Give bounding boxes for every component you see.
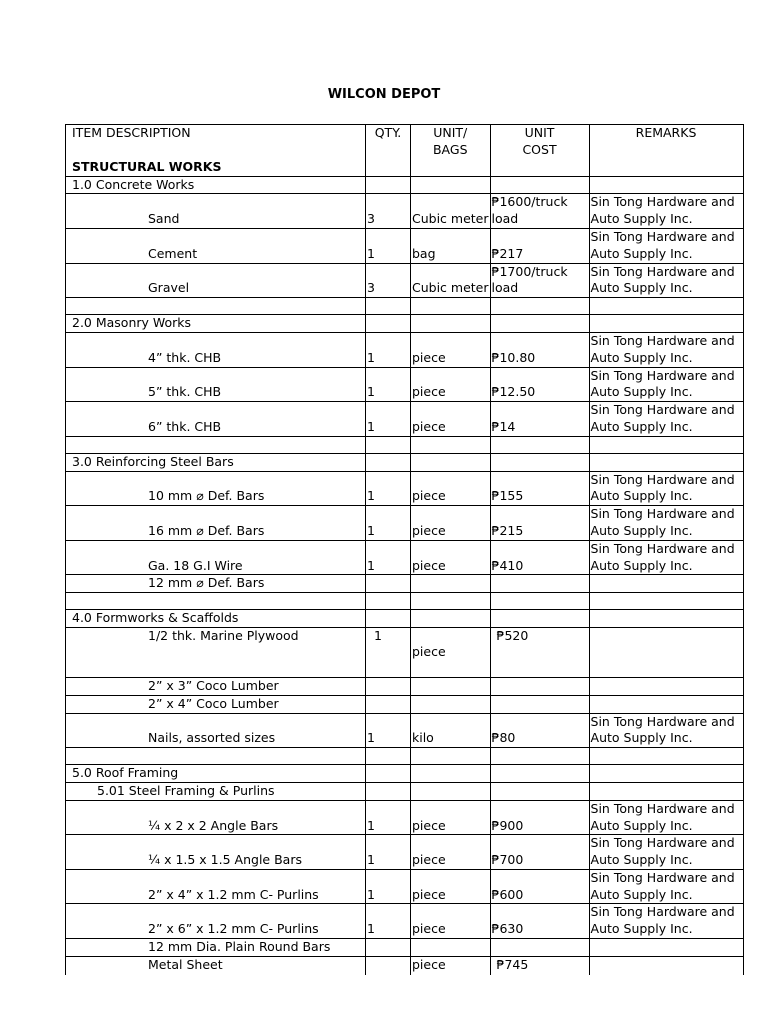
table-row (66, 263, 744, 298)
unit-gravel: Cubic meter (411, 263, 491, 298)
empty-row (66, 593, 744, 610)
unit-chb4: piece (411, 332, 491, 367)
header-structural-works: STRUCTURAL WORKS (72, 158, 222, 174)
item-angle2: ¼ x 2 x 2 Angle Bars (66, 800, 366, 835)
remarks-cell (589, 540, 743, 575)
remarks-cell (589, 194, 743, 229)
header-item-description-label: ITEM DESCRIPTION (72, 125, 191, 140)
qty-purlin6: 1 (366, 904, 411, 939)
supplier-line1: Sin Tong Hardware and (590, 540, 735, 556)
unit-bar10: piece (411, 471, 491, 506)
header-unit (411, 125, 491, 177)
remarks-cell (589, 869, 743, 904)
table-row (66, 800, 744, 835)
table-row (66, 194, 744, 229)
table-row (66, 695, 744, 713)
empty-row (66, 298, 744, 315)
item-purlin6: 2” x 6” x 1.2 mm C- Purlins (66, 904, 366, 939)
table-row (66, 869, 744, 904)
remarks-cell (589, 332, 743, 367)
cost-plywood: ₱520 (490, 627, 589, 677)
item-gravel: Gravel (66, 263, 366, 298)
qty-chb6: 1 (366, 402, 411, 437)
page-title: WILCON DEPOT (327, 87, 441, 102)
header-item-description (66, 125, 366, 177)
header-cost-line1: UNIT (524, 125, 555, 140)
item-giwire: Ga. 18 G.I Wire (66, 540, 366, 575)
item-purlin4: 2” x 4” x 1.2 mm C- Purlins (66, 869, 366, 904)
unit-nails: kilo (411, 713, 491, 748)
supplier-line1: Sin Tong Hardware and (590, 835, 735, 851)
table-row (66, 332, 744, 367)
item-chb6: 6” thk. CHB (66, 402, 366, 437)
table-row (66, 228, 744, 263)
unit-cement: bag (411, 228, 491, 263)
header-remarks: REMARKS (589, 125, 743, 177)
table-header-row (66, 125, 744, 177)
remarks-cell (589, 263, 743, 298)
section-row (66, 453, 744, 471)
empty-row (66, 436, 744, 453)
cost-gravel-line2: load (491, 280, 519, 296)
item-chb5: 5” thk. CHB (66, 367, 366, 402)
supplier-line2: Auto Supply Inc. (590, 817, 693, 833)
unit-chb5: piece (411, 367, 491, 402)
qty-bar10: 1 (366, 471, 411, 506)
supplier-line1: Sin Tong Hardware and (590, 506, 735, 522)
supplier-line1: Sin Tong Hardware and (590, 904, 735, 920)
item-coco24: 2” x 4” Coco Lumber (66, 695, 366, 713)
remarks-cell (589, 367, 743, 402)
item-chb4: 4” thk. CHB (66, 332, 366, 367)
cost-nails: ₱80 (490, 713, 589, 748)
remarks-cell (589, 713, 743, 748)
cost-bar16: ₱215 (490, 506, 589, 541)
supplier-line2: Auto Supply Inc. (590, 349, 693, 365)
table-row (66, 677, 744, 695)
table-row (66, 367, 744, 402)
supplier-line1: Sin Tong Hardware and (590, 228, 735, 244)
cost-purlin6: ₱630 (490, 904, 589, 939)
qty-sand: 3 (366, 194, 411, 229)
supplier-line2: Auto Supply Inc. (590, 730, 693, 746)
section-masonry: 2.0 Masonry Works (66, 315, 366, 333)
item-bar12: 12 mm ⌀ Def. Bars (66, 575, 366, 593)
cost-gravel-line1: ₱1700/truck (491, 263, 568, 279)
unit-purlin6: piece (411, 904, 491, 939)
cost-sand-line1: ₱1600/truck (491, 194, 568, 210)
cost-gravel (490, 263, 589, 298)
cost-giwire: ₱410 (490, 540, 589, 575)
remarks-cell (589, 402, 743, 437)
unit-plywood: piece (411, 627, 491, 677)
cost-angle15: ₱700 (490, 835, 589, 870)
qty-plywood: 1 (366, 627, 411, 677)
table-row (66, 506, 744, 541)
supplier-line2: Auto Supply Inc. (590, 921, 693, 937)
cost-chb5: ₱12.50 (490, 367, 589, 402)
unit-sand: Cubic meter (411, 194, 491, 229)
empty-row (66, 748, 744, 765)
item-roundbar: 12 mm Dia. Plain Round Bars (66, 939, 366, 957)
unit-metal: piece (411, 956, 491, 975)
cost-cement: ₱217 (490, 228, 589, 263)
qty-giwire: 1 (366, 540, 411, 575)
supplier-line2: Auto Supply Inc. (590, 245, 693, 261)
supplier-line1: Sin Tong Hardware and (590, 367, 735, 383)
table-row (66, 939, 744, 957)
supplier-line2: Auto Supply Inc. (590, 211, 693, 227)
remarks-cell (589, 904, 743, 939)
cost-chb6: ₱14 (490, 402, 589, 437)
item-bar16: 16 mm ⌀ Def. Bars (66, 506, 366, 541)
item-cement: Cement (66, 228, 366, 263)
header-cost-line2: COST (522, 141, 557, 157)
remarks-cell (589, 471, 743, 506)
header-unit-line1: UNIT/ (433, 125, 468, 140)
qty-angle2: 1 (366, 800, 411, 835)
table-row (66, 835, 744, 870)
section-row (66, 610, 744, 628)
unit-bar16: piece (411, 506, 491, 541)
section-row (66, 782, 744, 800)
remarks-cell (589, 228, 743, 263)
section-row (66, 765, 744, 783)
qty-chb5: 1 (366, 367, 411, 402)
supplier-line2: Auto Supply Inc. (590, 280, 693, 296)
item-coco23: 2” x 3” Coco Lumber (66, 677, 366, 695)
item-metal: Metal Sheet (66, 956, 366, 975)
qty-chb4: 1 (366, 332, 411, 367)
remarks-cell (589, 506, 743, 541)
table-row (66, 540, 744, 575)
unit-giwire: piece (411, 540, 491, 575)
qty-gravel: 3 (366, 263, 411, 298)
unit-angle2: piece (411, 800, 491, 835)
supplier-line1: Sin Tong Hardware and (590, 332, 735, 348)
qty-cement: 1 (366, 228, 411, 263)
cost-chb4: ₱10.80 (490, 332, 589, 367)
unit-angle15: piece (411, 835, 491, 870)
supplier-line2: Auto Supply Inc. (590, 418, 693, 434)
qty-bar16: 1 (366, 506, 411, 541)
supplier-line2: Auto Supply Inc. (590, 886, 693, 902)
supplier-line1: Sin Tong Hardware and (590, 194, 735, 210)
qty-angle15: 1 (366, 835, 411, 870)
item-sand: Sand (66, 194, 366, 229)
table-row (66, 956, 744, 975)
section-roof: 5.0 Roof Framing (66, 765, 366, 783)
item-plywood: 1/2 thk. Marine Plywood (66, 627, 366, 677)
section-concrete: 1.0 Concrete Works (66, 176, 366, 194)
supplier-line1: Sin Tong Hardware and (590, 471, 735, 487)
supplier-line1: Sin Tong Hardware and (590, 800, 735, 816)
header-qty: QTY. (366, 125, 411, 177)
header-unit-line2: BAGS (432, 141, 468, 157)
section-row (66, 315, 744, 333)
header-unit-cost (490, 125, 589, 177)
table-row (66, 575, 744, 593)
table-row (66, 471, 744, 506)
cost-sand (490, 194, 589, 229)
item-nails: Nails, assorted sizes (66, 713, 366, 748)
supplier-line2: Auto Supply Inc. (590, 488, 693, 504)
qty-purlin4: 1 (366, 869, 411, 904)
section-steel: 3.0 Reinforcing Steel Bars (66, 453, 366, 471)
cost-sand-line2: load (491, 211, 519, 227)
unit-chb6: piece (411, 402, 491, 437)
supplier-line1: Sin Tong Hardware and (590, 869, 735, 885)
item-bar10: 10 mm ⌀ Def. Bars (66, 471, 366, 506)
cost-bar10: ₱155 (490, 471, 589, 506)
cost-purlin4: ₱600 (490, 869, 589, 904)
cost-angle2: ₱900 (490, 800, 589, 835)
section-row (66, 176, 744, 194)
supplier-line2: Auto Supply Inc. (590, 384, 693, 400)
materials-table (65, 124, 744, 975)
item-angle15: ¼ x 1.5 x 1.5 Angle Bars (66, 835, 366, 870)
qty-nails: 1 (366, 713, 411, 748)
unit-purlin4: piece (411, 869, 491, 904)
table-row (66, 402, 744, 437)
supplier-line1: Sin Tong Hardware and (590, 263, 735, 279)
supplier-line2: Auto Supply Inc. (590, 852, 693, 868)
supplier-line1: Sin Tong Hardware and (590, 713, 735, 729)
supplier-line2: Auto Supply Inc. (590, 557, 693, 573)
table-row (66, 904, 744, 939)
section-roof-sub: 5.01 Steel Framing & Purlins (66, 782, 366, 800)
supplier-line1: Sin Tong Hardware and (590, 402, 735, 418)
remarks-cell (589, 800, 743, 835)
section-formworks: 4.0 Formworks & Scaffolds (66, 610, 366, 628)
cost-metal: ₱745 (490, 956, 589, 975)
table-row (66, 627, 744, 677)
table-row (66, 713, 744, 748)
remarks-cell (589, 835, 743, 870)
supplier-line2: Auto Supply Inc. (590, 522, 693, 538)
